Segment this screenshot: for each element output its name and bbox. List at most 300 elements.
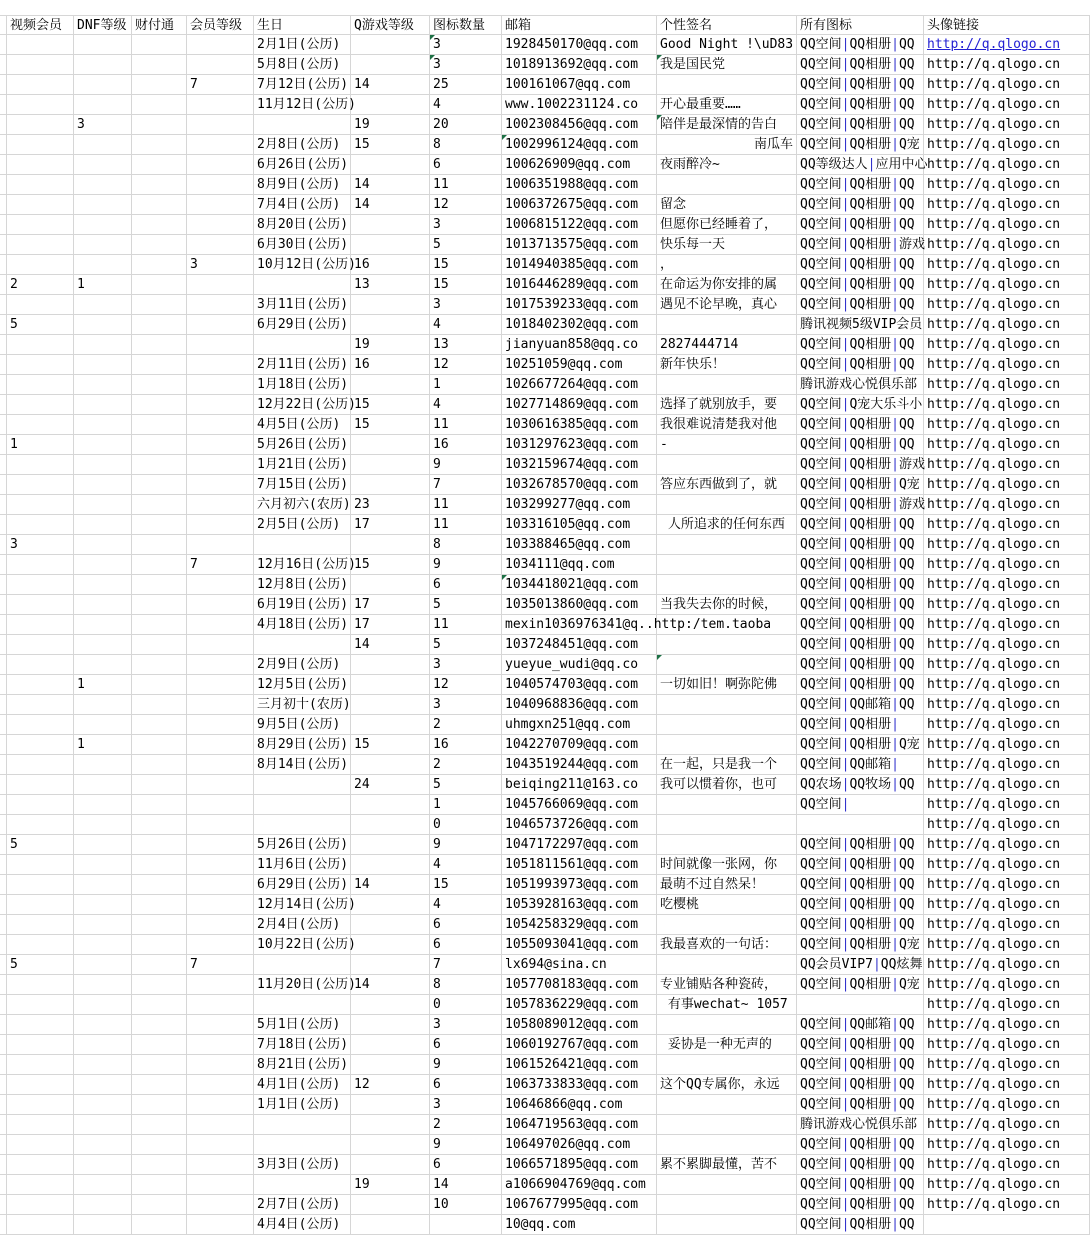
cell-signature[interactable]: 答应东西做到了，就 — [657, 475, 797, 495]
cell-email[interactable]: 1027714869@qq.com — [502, 395, 657, 415]
cell-tenpay[interactable] — [132, 115, 187, 135]
cell-member-level[interactable] — [187, 855, 254, 875]
cell-all-icons[interactable]: QQ空间|QQ相册|Q宠 — [797, 935, 924, 955]
cell-qgame-level[interactable]: 15 — [351, 395, 430, 415]
cell-member-level[interactable] — [187, 455, 254, 475]
cell-signature[interactable] — [657, 1215, 797, 1235]
cell-icon-count[interactable]: 5 — [430, 235, 502, 255]
cell-tenpay[interactable] — [132, 935, 187, 955]
cell-birthday[interactable] — [254, 1135, 351, 1155]
cell-tenpay[interactable] — [132, 1155, 187, 1175]
cell-member-level[interactable] — [187, 915, 254, 935]
cell-birthday[interactable]: 2月1日(公历) — [254, 35, 351, 55]
cell-all-icons[interactable]: QQ空间|Q宠大乐斗小 — [797, 395, 924, 415]
cell-icon-count[interactable]: 15 — [430, 275, 502, 295]
cell-avatar-link[interactable]: http://q.qlogo.cn — [924, 475, 1090, 495]
cell-dnf-level[interactable]: 1 — [74, 275, 132, 295]
cell-signature[interactable]: 一切如旧！啊弥陀佛 — [657, 675, 797, 695]
cell-qgame-level[interactable]: 14 — [351, 875, 430, 895]
cell-qgame-level[interactable] — [351, 475, 430, 495]
cell-email[interactable]: 10646866@qq.com — [502, 1095, 657, 1115]
cell-all-icons[interactable] — [797, 815, 924, 835]
cell-icon-count[interactable]: 9 — [430, 1055, 502, 1075]
cell-dnf-level[interactable] — [74, 795, 132, 815]
cell-icon-count[interactable]: 3 — [430, 35, 502, 55]
cell-icon-count[interactable]: 11 — [430, 515, 502, 535]
cell-tenpay[interactable] — [132, 35, 187, 55]
cell-member-level[interactable] — [187, 935, 254, 955]
cell-signature[interactable] — [657, 575, 797, 595]
cell-icon-count[interactable]: 6 — [430, 155, 502, 175]
cell-video-member[interactable]: 2 — [7, 275, 74, 295]
cell-video-member[interactable] — [7, 855, 74, 875]
cell-all-icons[interactable]: QQ空间|QQ相册|QQ — [797, 255, 924, 275]
cell-tenpay[interactable] — [132, 735, 187, 755]
cell-avatar-link[interactable]: http://q.qlogo.cn — [924, 555, 1090, 575]
cell-dnf-level[interactable] — [74, 35, 132, 55]
cell-icon-count[interactable]: 12 — [430, 675, 502, 695]
cell-video-member[interactable]: 5 — [7, 315, 74, 335]
cell-email[interactable]: 1032678570@qq.com — [502, 475, 657, 495]
cell-all-icons[interactable]: QQ空间|QQ相册|QQ — [797, 1035, 924, 1055]
cell-birthday[interactable]: 7月15日(公历) — [254, 475, 351, 495]
cell-signature[interactable]: 南瓜车 — [657, 135, 797, 155]
cell-avatar-link[interactable]: http://q.qlogo.cn — [924, 1175, 1090, 1195]
cell-avatar-link[interactable]: http://q.qlogo.cn — [924, 75, 1090, 95]
cell-signature[interactable] — [657, 655, 797, 675]
cell-qgame-level[interactable] — [351, 675, 430, 695]
cell-email[interactable]: lx694@sina.cn — [502, 955, 657, 975]
cell-dnf-level[interactable] — [74, 395, 132, 415]
cell-icon-count[interactable]: 9 — [430, 555, 502, 575]
cell-video-member[interactable] — [7, 715, 74, 735]
cell-tenpay[interactable] — [132, 615, 187, 635]
cell-all-icons[interactable]: QQ空间|QQ相册|QQ — [797, 115, 924, 135]
cell-signature[interactable] — [657, 175, 797, 195]
cell-tenpay[interactable] — [132, 495, 187, 515]
cell-icon-count[interactable]: 8 — [430, 135, 502, 155]
cell-all-icons[interactable]: QQ空间|QQ相册|Q宠 — [797, 475, 924, 495]
cell-signature[interactable] — [657, 1115, 797, 1135]
cell-qgame-level[interactable]: 23 — [351, 495, 430, 515]
cell-video-member[interactable] — [7, 575, 74, 595]
cell-all-icons[interactable]: QQ空间|QQ相册|QQ — [797, 535, 924, 555]
cell-member-level[interactable] — [187, 1035, 254, 1055]
cell-tenpay[interactable] — [132, 1215, 187, 1235]
cell-birthday[interactable] — [254, 1115, 351, 1135]
cell-email[interactable]: 100161067@qq.com — [502, 75, 657, 95]
cell-all-icons[interactable]: QQ农场|QQ牧场|QQ — [797, 775, 924, 795]
cell-qgame-level[interactable] — [351, 695, 430, 715]
cell-email[interactable]: www.1002231124.co — [502, 95, 657, 115]
cell-avatar-link[interactable]: http://q.qlogo.cn — [924, 675, 1090, 695]
cell-video-member[interactable] — [7, 235, 74, 255]
column-header-signature[interactable]: 个性签名 — [657, 15, 797, 35]
cell-tenpay[interactable] — [132, 695, 187, 715]
cell-member-level[interactable] — [187, 1175, 254, 1195]
cell-member-level[interactable] — [187, 1095, 254, 1115]
cell-dnf-level[interactable]: 1 — [74, 735, 132, 755]
cell-qgame-level[interactable] — [351, 655, 430, 675]
cell-qgame-level[interactable] — [351, 35, 430, 55]
cell-icon-count[interactable]: 3 — [430, 295, 502, 315]
cell-qgame-level[interactable]: 13 — [351, 275, 430, 295]
cell-birthday[interactable]: 1月1日(公历) — [254, 1095, 351, 1115]
cell-tenpay[interactable] — [132, 1055, 187, 1075]
cell-all-icons[interactable]: QQ空间|QQ相册|游戏 — [797, 455, 924, 475]
cell-member-level[interactable] — [187, 615, 254, 635]
cell-birthday[interactable]: 8月9日(公历) — [254, 175, 351, 195]
cell-qgame-level[interactable]: 17 — [351, 595, 430, 615]
cell-tenpay[interactable] — [132, 835, 187, 855]
cell-birthday[interactable]: 12月8日(公历) — [254, 575, 351, 595]
cell-avatar-link[interactable]: http://q.qlogo.cn — [924, 755, 1090, 775]
cell-member-level[interactable] — [187, 995, 254, 1015]
cell-dnf-level[interactable] — [74, 1155, 132, 1175]
cell-tenpay[interactable] — [132, 895, 187, 915]
cell-dnf-level[interactable] — [74, 835, 132, 855]
cell-icon-count[interactable]: 5 — [430, 635, 502, 655]
cell-member-level[interactable] — [187, 875, 254, 895]
cell-video-member[interactable] — [7, 935, 74, 955]
cell-avatar-link[interactable]: http://q.qlogo.cn — [924, 1195, 1090, 1215]
cell-email[interactable]: 1034418021@qq.com — [502, 575, 657, 595]
cell-signature[interactable]: 在一起，只是我一个 — [657, 755, 797, 775]
cell-dnf-level[interactable] — [74, 1095, 132, 1115]
cell-video-member[interactable] — [7, 1215, 74, 1235]
cell-signature[interactable]: 有事wechat~ 1057 — [657, 995, 797, 1015]
cell-member-level[interactable] — [187, 95, 254, 115]
cell-tenpay[interactable] — [132, 135, 187, 155]
cell-video-member[interactable] — [7, 335, 74, 355]
cell-avatar-link[interactable]: http://q.qlogo.cn — [924, 35, 1090, 55]
cell-all-icons[interactable]: QQ空间|QQ相册|QQ — [797, 1095, 924, 1115]
cell-avatar-link[interactable]: http://q.qlogo.cn — [924, 275, 1090, 295]
cell-icon-count[interactable]: 0 — [430, 995, 502, 1015]
cell-all-icons[interactable]: QQ空间|QQ相册|QQ — [797, 555, 924, 575]
cell-member-level[interactable] — [187, 395, 254, 415]
column-header-dnf-level[interactable]: DNF等级 — [74, 15, 132, 35]
cell-email[interactable]: 1066571895@qq.com — [502, 1155, 657, 1175]
cell-tenpay[interactable] — [132, 1075, 187, 1095]
cell-qgame-level[interactable] — [351, 95, 430, 115]
cell-qgame-level[interactable] — [351, 155, 430, 175]
cell-signature[interactable] — [657, 1095, 797, 1115]
cell-birthday[interactable]: 7月12日(公历) — [254, 75, 351, 95]
cell-icon-count[interactable]: 5 — [430, 595, 502, 615]
cell-video-member[interactable] — [7, 375, 74, 395]
cell-email[interactable]: 1053928163@qq.com — [502, 895, 657, 915]
cell-email[interactable]: 1006372675@qq.com — [502, 195, 657, 215]
cell-icon-count[interactable]: 3 — [430, 55, 502, 75]
cell-signature[interactable]: 快乐每一天 — [657, 235, 797, 255]
cell-birthday[interactable]: 12月16日(公历) — [254, 555, 351, 575]
cell-icon-count[interactable]: 6 — [430, 1155, 502, 1175]
cell-video-member[interactable]: 5 — [7, 835, 74, 855]
cell-birthday[interactable]: 1月18日(公历) — [254, 375, 351, 395]
cell-tenpay[interactable] — [132, 575, 187, 595]
cell-email[interactable]: 1047172297@qq.com — [502, 835, 657, 855]
cell-video-member[interactable] — [7, 695, 74, 715]
column-header-avatar-link[interactable]: 头像链接 — [924, 15, 1090, 35]
cell-qgame-level[interactable]: 24 — [351, 775, 430, 795]
cell-birthday[interactable] — [254, 955, 351, 975]
cell-tenpay[interactable] — [132, 215, 187, 235]
cell-member-level[interactable] — [187, 1015, 254, 1035]
cell-birthday[interactable]: 1月21日(公历) — [254, 455, 351, 475]
cell-tenpay[interactable] — [132, 875, 187, 895]
cell-email[interactable]: 1054258329@qq.com — [502, 915, 657, 935]
cell-tenpay[interactable] — [132, 535, 187, 555]
cell-avatar-link[interactable]: http://q.qlogo.cn — [924, 255, 1090, 275]
cell-qgame-level[interactable] — [351, 1015, 430, 1035]
cell-birthday[interactable]: 3月11日(公历) — [254, 295, 351, 315]
cell-tenpay[interactable] — [132, 395, 187, 415]
cell-qgame-level[interactable] — [351, 1195, 430, 1215]
cell-video-member[interactable] — [7, 1135, 74, 1155]
cell-avatar-link[interactable]: http://q.qlogo.cn — [924, 175, 1090, 195]
cell-member-level[interactable] — [187, 1075, 254, 1095]
cell-email[interactable]: 1063733833@qq.com — [502, 1075, 657, 1095]
cell-email[interactable]: 1057708183@qq.com — [502, 975, 657, 995]
cell-avatar-link[interactable]: http://q.qlogo.cn — [924, 535, 1090, 555]
column-header-email[interactable]: 邮箱 — [502, 15, 657, 35]
cell-email[interactable]: 1051993973@qq.com — [502, 875, 657, 895]
cell-birthday[interactable] — [254, 995, 351, 1015]
cell-all-icons[interactable]: QQ空间|QQ相册|QQ — [797, 295, 924, 315]
cell-qgame-level[interactable] — [351, 55, 430, 75]
cell-avatar-link[interactable]: http://q.qlogo.cn — [924, 55, 1090, 75]
cell-qgame-level[interactable] — [351, 795, 430, 815]
cell-member-level[interactable] — [187, 155, 254, 175]
cell-all-icons[interactable] — [797, 995, 924, 1015]
cell-video-member[interactable] — [7, 135, 74, 155]
cell-avatar-link[interactable]: http://q.qlogo.cn — [924, 215, 1090, 235]
cell-birthday[interactable] — [254, 335, 351, 355]
cell-dnf-level[interactable] — [74, 295, 132, 315]
cell-birthday[interactable] — [254, 115, 351, 135]
cell-avatar-link[interactable] — [924, 1215, 1090, 1235]
cell-qgame-level[interactable]: 17 — [351, 515, 430, 535]
cell-tenpay[interactable] — [132, 155, 187, 175]
cell-member-level[interactable]: 3 — [187, 255, 254, 275]
cell-birthday[interactable]: 10月12日(公历) — [254, 255, 351, 275]
cell-avatar-link[interactable]: http://q.qlogo.cn — [924, 575, 1090, 595]
cell-birthday[interactable]: 5月26日(公历) — [254, 435, 351, 455]
cell-birthday[interactable]: 8月20日(公历) — [254, 215, 351, 235]
cell-qgame-level[interactable] — [351, 295, 430, 315]
cell-all-icons[interactable]: QQ空间|QQ相册|QQ — [797, 875, 924, 895]
cell-icon-count[interactable]: 4 — [430, 395, 502, 415]
cell-video-member[interactable] — [7, 1055, 74, 1075]
cell-tenpay[interactable] — [132, 335, 187, 355]
column-header-all-icons[interactable]: 所有图标 — [797, 15, 924, 35]
cell-video-member[interactable] — [7, 155, 74, 175]
cell-signature[interactable] — [657, 815, 797, 835]
cell-tenpay[interactable] — [132, 375, 187, 395]
cell-email[interactable]: 1026677264@qq.com — [502, 375, 657, 395]
cell-member-level[interactable] — [187, 1055, 254, 1075]
cell-all-icons[interactable]: QQ空间| — [797, 795, 924, 815]
cell-qgame-level[interactable] — [351, 915, 430, 935]
cell-icon-count[interactable]: 7 — [430, 475, 502, 495]
cell-dnf-level[interactable] — [74, 755, 132, 775]
column-header-icon-count[interactable]: 图标数量 — [430, 15, 502, 35]
cell-email[interactable]: 1042270709@qq.com — [502, 735, 657, 755]
cell-birthday[interactable]: 5月8日(公历) — [254, 55, 351, 75]
cell-birthday[interactable]: 8月29日(公历) — [254, 735, 351, 755]
cell-signature[interactable]: 新年快乐！ — [657, 355, 797, 375]
cell-dnf-level[interactable] — [74, 695, 132, 715]
cell-email[interactable]: jianyuan858@qq.co — [502, 335, 657, 355]
cell-qgame-level[interactable]: 14 — [351, 635, 430, 655]
cell-dnf-level[interactable] — [74, 1175, 132, 1195]
cell-member-level[interactable] — [187, 835, 254, 855]
cell-avatar-link[interactable]: http://q.qlogo.cn — [924, 895, 1090, 915]
cell-qgame-level[interactable]: 19 — [351, 115, 430, 135]
cell-birthday[interactable]: 7月4日(公历) — [254, 195, 351, 215]
cell-tenpay[interactable] — [132, 955, 187, 975]
cell-avatar-link[interactable]: http://q.qlogo.cn — [924, 855, 1090, 875]
column-header-qgame-level[interactable]: Q游戏等级 — [351, 15, 430, 35]
cell-qgame-level[interactable]: 19 — [351, 1175, 430, 1195]
cell-all-icons[interactable]: QQ空间|QQ相册|QQ — [797, 195, 924, 215]
cell-birthday[interactable]: 2月11日(公历) — [254, 355, 351, 375]
cell-avatar-link[interactable]: http://q.qlogo.cn — [924, 815, 1090, 835]
cell-avatar-link[interactable]: http://q.qlogo.cn — [924, 195, 1090, 215]
cell-qgame-level[interactable]: 15 — [351, 415, 430, 435]
cell-email[interactable]: 1040968836@qq.com — [502, 695, 657, 715]
cell-icon-count[interactable]: 12 — [430, 195, 502, 215]
cell-birthday[interactable]: 3月3日(公历) — [254, 1155, 351, 1175]
cell-email[interactable]: 1045766069@qq.com — [502, 795, 657, 815]
cell-video-member[interactable] — [7, 195, 74, 215]
cell-tenpay[interactable] — [132, 995, 187, 1015]
column-header-tenpay[interactable]: 财付通 — [132, 15, 187, 35]
cell-all-icons[interactable]: QQ空间|QQ相册|游戏 — [797, 495, 924, 515]
cell-member-level[interactable] — [187, 335, 254, 355]
cell-email[interactable]: 100626909@qq.com — [502, 155, 657, 175]
cell-all-icons[interactable]: 腾讯视频5级VIP会员 — [797, 315, 924, 335]
cell-dnf-level[interactable] — [74, 1135, 132, 1155]
cell-email[interactable]: 1016446289@qq.com — [502, 275, 657, 295]
cell-signature[interactable] — [657, 1135, 797, 1155]
cell-icon-count[interactable]: 2 — [430, 1115, 502, 1135]
cell-qgame-level[interactable] — [351, 315, 430, 335]
cell-video-member[interactable] — [7, 175, 74, 195]
cell-avatar-link[interactable]: http://q.qlogo.cn — [924, 395, 1090, 415]
cell-video-member[interactable] — [7, 675, 74, 695]
cell-member-level[interactable] — [187, 195, 254, 215]
cell-qgame-level[interactable] — [351, 375, 430, 395]
cell-avatar-link[interactable]: http://q.qlogo.cn — [924, 715, 1090, 735]
cell-all-icons[interactable]: QQ空间|QQ相册|QQ — [797, 855, 924, 875]
cell-member-level[interactable] — [187, 115, 254, 135]
cell-video-member[interactable] — [7, 475, 74, 495]
cell-birthday[interactable]: 2月4日(公历) — [254, 915, 351, 935]
cell-video-member[interactable] — [7, 875, 74, 895]
cell-signature[interactable]: 我可以惯着你，也可 — [657, 775, 797, 795]
cell-avatar-link[interactable]: http://q.qlogo.cn — [924, 495, 1090, 515]
cell-avatar-link[interactable]: http://q.qlogo.cn — [924, 335, 1090, 355]
cell-member-level[interactable] — [187, 435, 254, 455]
cell-qgame-level[interactable] — [351, 235, 430, 255]
cell-member-level[interactable] — [187, 735, 254, 755]
cell-avatar-link[interactable]: http://q.qlogo.cn — [924, 615, 1090, 635]
cell-all-icons[interactable]: QQ空间|QQ相册|QQ — [797, 1055, 924, 1075]
cell-birthday[interactable]: 11月12日(公历) — [254, 95, 351, 115]
cell-email[interactable]: 1034111@qq.com — [502, 555, 657, 575]
cell-birthday[interactable]: 三月初十(农历) — [254, 695, 351, 715]
cell-signature[interactable]: 当我失去你的时候， — [657, 595, 797, 615]
cell-icon-count[interactable]: 6 — [430, 1035, 502, 1055]
cell-dnf-level[interactable] — [74, 155, 132, 175]
cell-dnf-level[interactable] — [74, 815, 132, 835]
cell-qgame-level[interactable]: 17 — [351, 615, 430, 635]
cell-icon-count[interactable]: 16 — [430, 735, 502, 755]
cell-email[interactable]: 1046573726@qq.com — [502, 815, 657, 835]
cell-birthday[interactable]: 12月22日(公历) — [254, 395, 351, 415]
cell-avatar-link[interactable]: http://q.qlogo.cn — [924, 695, 1090, 715]
cell-video-member[interactable] — [7, 1015, 74, 1035]
cell-signature[interactable] — [657, 455, 797, 475]
cell-all-icons[interactable]: QQ空间|QQ相册|QQ — [797, 415, 924, 435]
cell-dnf-level[interactable] — [74, 615, 132, 635]
cell-icon-count[interactable]: 9 — [430, 455, 502, 475]
cell-signature[interactable]: 我是国民党 — [657, 55, 797, 75]
cell-member-level[interactable] — [187, 55, 254, 75]
cell-all-icons[interactable]: QQ空间|QQ相册|QQ — [797, 675, 924, 695]
cell-video-member[interactable] — [7, 1095, 74, 1115]
cell-email[interactable]: 1055093041@qq.com — [502, 935, 657, 955]
cell-icon-count[interactable]: 20 — [430, 115, 502, 135]
cell-member-level[interactable] — [187, 135, 254, 155]
cell-signature[interactable] — [657, 1055, 797, 1075]
cell-qgame-level[interactable]: 15 — [351, 555, 430, 575]
cell-birthday[interactable]: 6月29日(公历) — [254, 315, 351, 335]
cell-icon-count[interactable]: 8 — [430, 975, 502, 995]
cell-all-icons[interactable]: 腾讯游戏心悦俱乐部 — [797, 1115, 924, 1135]
cell-signature[interactable]: 陪伴是最深情的告白 — [657, 115, 797, 135]
cell-all-icons[interactable]: QQ空间|QQ相册|QQ — [797, 835, 924, 855]
cell-video-member[interactable] — [7, 495, 74, 515]
cell-dnf-level[interactable] — [74, 595, 132, 615]
cell-member-level[interactable] — [187, 795, 254, 815]
cell-signature[interactable] — [657, 695, 797, 715]
cell-icon-count[interactable]: 12 — [430, 355, 502, 375]
cell-all-icons[interactable]: QQ空间|QQ邮箱|QQ — [797, 1015, 924, 1035]
cell-icon-count[interactable]: 3 — [430, 1015, 502, 1035]
cell-signature[interactable] — [657, 715, 797, 735]
cell-tenpay[interactable] — [132, 195, 187, 215]
cell-video-member[interactable] — [7, 115, 74, 135]
cell-email[interactable]: 1006815122@qq.com — [502, 215, 657, 235]
cell-email[interactable]: 106497026@qq.com — [502, 1135, 657, 1155]
cell-tenpay[interactable] — [132, 55, 187, 75]
cell-email[interactable]: 1032159674@qq.com — [502, 455, 657, 475]
cell-video-member[interactable]: 5 — [7, 955, 74, 975]
cell-all-icons[interactable]: QQ空间|QQ相册|QQ — [797, 355, 924, 375]
cell-birthday[interactable]: 7月18日(公历) — [254, 1035, 351, 1055]
cell-video-member[interactable] — [7, 655, 74, 675]
cell-dnf-level[interactable] — [74, 855, 132, 875]
cell-birthday[interactable]: 2月7日(公历) — [254, 1195, 351, 1215]
cell-email[interactable]: 1035013860@qq.com — [502, 595, 657, 615]
cell-member-level[interactable] — [187, 475, 254, 495]
cell-avatar-link[interactable]: http://q.qlogo.cn — [924, 1075, 1090, 1095]
cell-birthday[interactable]: 2月5日(公历) — [254, 515, 351, 535]
cell-email[interactable]: 1051811561@qq.com — [502, 855, 657, 875]
